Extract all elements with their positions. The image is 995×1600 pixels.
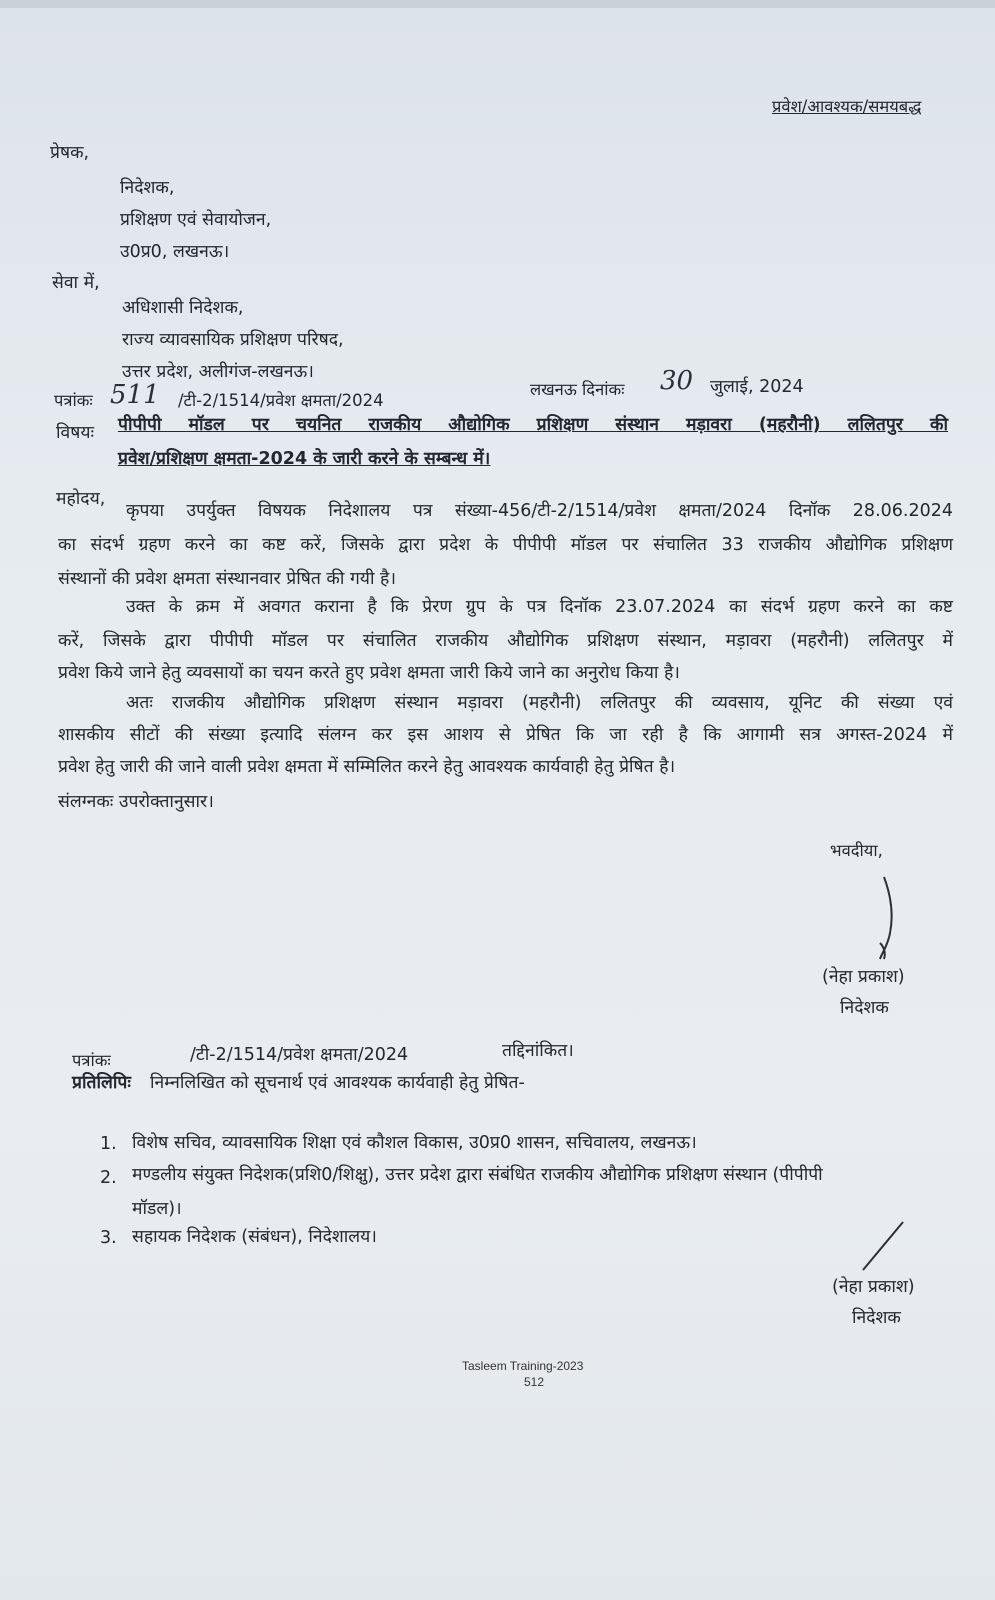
footer-page-number: 512	[524, 1375, 545, 1389]
copy-dated: तद्दिनांकित।	[502, 1041, 574, 1061]
recipient-line: उत्तर प्रदेश, अलीगंज-लखनऊ।	[122, 362, 314, 382]
body-para-1-line: कृपया उपर्युक्त विषयक निदेशालय पत्र संख्या-456/टी-2/1514/प्रवेश क्षमता/2024 दिनॉक 28.06.2024	[126, 501, 953, 521]
enclosure-note: संलग्नकः उपरोक्तानुसार।	[58, 792, 214, 812]
body-para-2-line: प्रवेश किये जाने हेतु व्यवसायों का चयन करते हुए प्रवेश क्षमता जारी किये जाने का अनुरोध किया है।	[58, 663, 680, 683]
copy-item-number: 2.	[100, 1168, 117, 1188]
handwritten-date: 30	[660, 366, 694, 396]
copy-item-text: सहायक निदेशक (संबंधन), निदेशालय।	[132, 1227, 377, 1247]
salutation: महोदय,	[56, 489, 106, 509]
signatory-name: (नेहा प्रकाश)	[822, 967, 905, 987]
copy-ref-number: /टी-2/1514/प्रवेश क्षमता/2024	[190, 1045, 409, 1065]
handwritten-letter-number: 511	[110, 380, 160, 410]
body-para-3-line: प्रवेश हेतु जारी की जाने वाली प्रवेश क्षमता में सम्मिलित करने हेतु आवश्यक कार्यवाही हेतु प्रेषित है।	[58, 757, 676, 777]
sender-line: प्रशिक्षण एवं सेवायोजन,	[120, 210, 272, 230]
copy-ref-label: पत्रांकः	[72, 1051, 111, 1070]
ref-number: /टी-2/1514/प्रवेश क्षमता/2024	[178, 391, 384, 410]
date-month-year: जुलाई, 2024	[710, 377, 804, 397]
body-para-1-line: संस्थानों की प्रवेश क्षमता संस्थानवार प्रेषित की गयी है।	[58, 569, 396, 589]
body-para-2-line: उक्त के क्रम में अवगत कराना है कि प्रेरण ग्रुप के पत्र दिनॉक 23.07.2024 का संदर्भ ग्रहण करने का कष्ट	[126, 597, 953, 617]
recipient-label: सेवा में,	[52, 273, 100, 293]
sender-line: उ0प्र0, लखनऊ।	[120, 242, 230, 262]
copy-item-number: 3.	[100, 1228, 117, 1248]
body-para-3-line: शासकीय सीटों की संख्या इत्यादि संलग्न कर इस आशय से प्रेषित कि जा रही है कि आगामी सत्र अगस्त-2024 में	[58, 725, 953, 745]
copy-item-text-cont: मॉडल)।	[132, 1199, 182, 1219]
copy-intro: निम्नलिखित को सूचनार्थ एवं आवश्यक कार्यवाही हेतु प्रेषित-	[150, 1073, 525, 1093]
body-para-1-line: का संदर्भ ग्रहण करने का कष्ट करें, जिसके द्वारा प्रदेश के पीपीपी मॉडल पर संचालित 33 राजकीय औद्योगिक प्रशिक्षण	[58, 535, 953, 555]
copy-item-text: विशेष सचिव, व्यावसायिक शिक्षा एवं कौशल विकास, उ0प्र0 शासन, सचिवालय, लखनऊ।	[132, 1133, 697, 1153]
signatory-designation: निदेशक	[840, 998, 889, 1018]
copy-item-text: मण्डलीय संयुक्त निदेशक(प्रशि0/शिक्षु), उत्तर प्रदेश द्वारा संबंधित राजकीय औद्योगिक प्रशिक्षण संस्थान (पीपीपी	[132, 1165, 823, 1185]
closing-regards: भवदीया,	[830, 841, 883, 860]
sender-label: प्रेषक,	[50, 143, 90, 163]
initials-signature	[855, 1218, 915, 1278]
copy-label: प्रतिलिपिः	[72, 1073, 131, 1093]
date-label: लखनऊ दिनांकः	[530, 380, 625, 399]
body-para-2-line: करें, जिसके द्वारा पीपीपी मॉडल पर संचालित राजकीय औद्योगिक प्रशिक्षण संस्थान, मड़ावरा (महरौनी) ललितपुर में	[58, 631, 953, 651]
ref-label: पत्रांकः	[54, 391, 93, 410]
priority-marking: प्रवेश/आवश्यक/समयबद्ध	[772, 97, 922, 116]
signature	[860, 873, 910, 963]
footer-watermark: Tasleem Training-2023	[462, 1359, 584, 1373]
body-para-3-line: अतः राजकीय औद्योगिक प्रशिक्षण संस्थान मड़ावरा (महरौनी) ललितपुर की व्यवसाय, यूनिट की संख्या एवं	[126, 693, 953, 713]
recipient-line: राज्य व्यावसायिक प्रशिक्षण परिषद,	[122, 330, 344, 350]
sender-line: निदेशक,	[120, 178, 175, 198]
copy-item-number: 1.	[100, 1134, 117, 1154]
letter-page	[0, 8, 995, 1600]
subject-line-2: प्रवेश/प्रशिक्षण क्षमता-2024 के जारी करने के सम्बन्ध में।	[118, 449, 491, 469]
recipient-line: अधिशासी निदेशक,	[122, 298, 244, 318]
copy-signatory-name: (नेहा प्रकाश)	[832, 1277, 915, 1297]
subject-line-1: पीपीपी मॉडल पर चयनित राजकीय औद्योगिक प्रशिक्षण संस्थान मड़ावरा (महरौनी) ललितपुर की	[118, 415, 948, 435]
subject-label: विषयः	[56, 423, 95, 443]
copy-signatory-designation: निदेशक	[852, 1308, 901, 1328]
